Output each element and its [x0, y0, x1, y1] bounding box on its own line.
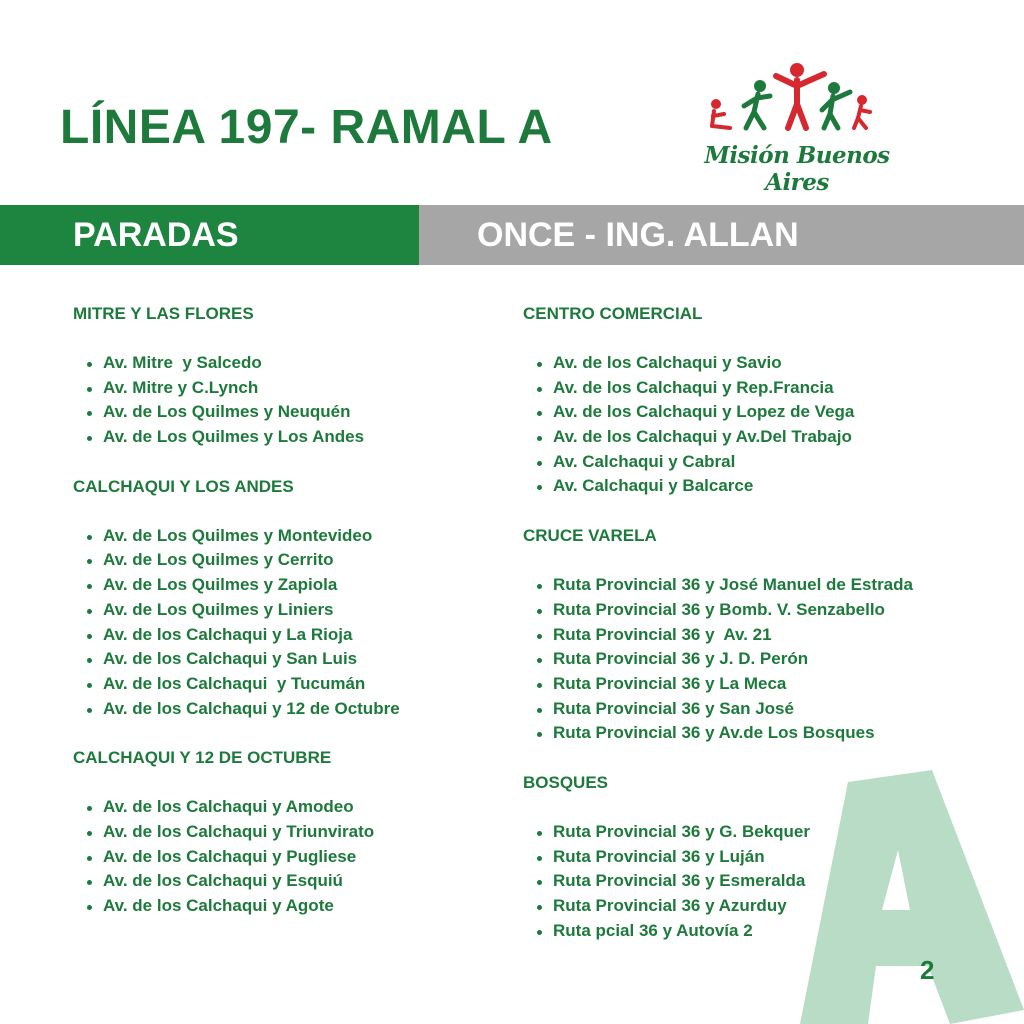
bullet-icon — [537, 584, 542, 589]
stop-label: Av. de Los Quilmes y Zapiola — [103, 575, 338, 595]
stop-item — [523, 623, 983, 648]
logo-text: Misión Buenos Aires — [704, 142, 890, 196]
stop-item — [73, 351, 493, 376]
bullet-icon — [537, 856, 542, 861]
stop-item — [523, 450, 983, 475]
stop-item — [523, 697, 983, 722]
stop-item — [73, 820, 493, 845]
stop-item — [73, 598, 493, 623]
stop-label: Av. de Los Quilmes y Cerrito — [103, 550, 334, 570]
bullet-icon — [87, 634, 92, 639]
stop-item — [73, 845, 493, 870]
stop-item — [73, 795, 493, 820]
stop-label: Av. de Los Quilmes y Neuquén — [103, 402, 351, 422]
stop-label: Av. de los Calchaqui y La Rioja — [103, 624, 353, 644]
bullet-icon — [537, 485, 542, 490]
section-heading: CENTRO COMERCIAL — [523, 304, 703, 323]
stop-label: Ruta Provincial 36 y José Manuel de Estrada — [553, 575, 913, 595]
stop-item — [73, 623, 493, 648]
stop-item — [73, 697, 493, 722]
stop-label: Av. de los Calchaqui y Savio — [553, 353, 782, 372]
stop-label: Av. de los Calchaqui y Rep.Francia — [553, 377, 834, 397]
stop-item — [73, 869, 493, 894]
route-banner-label: ONCE - ING. ALLAN — [419, 205, 1024, 265]
stop-label: Av. de los Calchaqui y San Luis — [103, 649, 358, 669]
stop-item — [73, 573, 493, 598]
stop-label: Av. de Los Quilmes y Los Andes — [103, 427, 365, 447]
bullet-icon — [87, 905, 92, 910]
stop-item — [523, 573, 983, 598]
left-stops-column — [73, 302, 493, 944]
stop-label: Av. de los Calchaqui y Lopez de Vega — [553, 402, 855, 422]
bullet-icon — [537, 880, 542, 885]
stop-item — [523, 400, 983, 425]
stop-item — [523, 894, 983, 919]
bullet-icon — [87, 362, 92, 367]
stop-label: Av. de Los Quilmes y Montevideo — [103, 525, 373, 545]
stops-list — [523, 351, 983, 499]
bullet-icon — [537, 905, 542, 910]
stop-item — [73, 672, 493, 697]
stop-label: Av. Calchaqui y Balcarce — [553, 476, 754, 496]
stop-label: Ruta Provincial 36 y Luján — [553, 846, 765, 866]
stop-label: Av. de los Calchaqui y Esquiú — [103, 871, 343, 891]
bullet-icon — [537, 436, 542, 441]
stop-label: Ruta Provincial 36 y Azurduy — [553, 896, 787, 915]
bullet-icon — [537, 831, 542, 836]
section-heading: CALCHAQUI Y 12 DE OCTUBRE — [73, 748, 332, 768]
stops-banner-label: PARADAS — [0, 205, 419, 265]
stop-label: Ruta Provincial 36 y Av.de Los Bosques — [553, 723, 875, 743]
stop-label: Ruta Provincial 36 y Esmeralda — [553, 871, 806, 891]
stop-label: Av. de los Calchaqui y Pugliese — [103, 846, 357, 866]
stop-label: Ruta Provincial 36 y Av. 21 — [553, 624, 772, 644]
stop-item — [523, 647, 983, 672]
stop-item — [73, 425, 493, 450]
stop-item — [73, 376, 493, 401]
banner — [0, 205, 1024, 265]
stop-item — [523, 721, 983, 746]
stop-item — [523, 376, 983, 401]
stop-label: Av. de los Calchaqui y Av.Del Trabajo — [553, 427, 852, 447]
stop-item — [523, 672, 983, 697]
stop-item — [523, 919, 983, 944]
stop-item — [73, 400, 493, 425]
stop-item — [523, 869, 983, 894]
stop-label: Av. Mitre y Salcedo — [103, 353, 262, 372]
stop-label: Ruta Provincial 36 y G. Bekquer — [553, 821, 810, 841]
bullet-icon — [87, 436, 92, 441]
stop-item — [523, 351, 983, 376]
stop-label: Av. de Los Quilmes y Liniers — [103, 599, 334, 619]
stops-list — [73, 795, 493, 918]
right-stops-column — [523, 302, 983, 968]
stop-item — [73, 548, 493, 573]
bullet-icon — [537, 658, 542, 663]
bullet-icon — [87, 856, 92, 861]
bullet-icon — [87, 708, 92, 713]
stop-item — [73, 894, 493, 919]
bullet-icon — [537, 930, 542, 935]
stop-label: Ruta Provincial 36 y La Meca — [553, 673, 787, 693]
section-heading: CALCHAQUI Y LOS ANDES — [73, 476, 294, 496]
section-heading: MITRE Y LAS FLORES — [73, 304, 254, 323]
stop-label: Av. de los Calchaqui y Tucumán — [103, 673, 366, 693]
stop-item — [73, 647, 493, 672]
bullet-icon — [87, 535, 92, 540]
stop-item — [523, 474, 983, 499]
section-heading: BOSQUES — [523, 772, 609, 792]
stops-list — [73, 524, 493, 722]
stops-list — [73, 351, 493, 450]
page-number: 2 — [920, 955, 935, 985]
section-heading: CRUCE VARELA — [523, 526, 657, 546]
bullet-icon — [537, 708, 542, 713]
stop-label: Av. Calchaqui y Cabral — [553, 451, 736, 471]
bullet-icon — [87, 609, 92, 614]
mision-buenos-aires-logo — [672, 56, 922, 196]
stop-item — [523, 425, 983, 450]
stop-item — [523, 598, 983, 623]
bullet-icon — [537, 461, 542, 466]
bullet-icon — [87, 387, 92, 392]
stop-item — [523, 820, 983, 845]
bullet-icon — [537, 411, 542, 416]
people-figures-icon — [672, 56, 922, 142]
stop-label: Av. Mitre y C.Lynch — [103, 377, 259, 397]
stops-list — [523, 573, 983, 746]
bullet-icon — [537, 683, 542, 688]
stop-label: Av. de los Calchaqui y Amodeo — [103, 797, 354, 817]
bullet-icon — [537, 609, 542, 614]
stop-item — [523, 845, 983, 870]
stop-label: Ruta Provincial 36 y Bomb. V. Senzabello — [553, 599, 885, 619]
bullet-icon — [537, 634, 542, 639]
bullet-icon — [87, 658, 92, 663]
bullet-icon — [87, 559, 92, 564]
bullet-icon — [87, 831, 92, 836]
stop-label: Av. de los Calchaqui y Agote — [103, 896, 334, 915]
bullet-icon — [87, 411, 92, 416]
stop-label: Av. de los Calchaqui y Triunvirato — [103, 821, 375, 841]
bullet-icon — [87, 584, 92, 589]
stop-label: Av. de los Calchaqui y 12 de Octubre — [103, 698, 400, 718]
stop-label: Ruta pcial 36 y Autovía 2 — [553, 920, 753, 940]
bullet-icon — [537, 732, 542, 737]
stop-item — [73, 524, 493, 549]
page-title: LÍNEA 197- RAMAL A — [60, 101, 553, 154]
stop-label: Ruta Provincial 36 y J. D. Perón — [553, 649, 809, 669]
bullet-icon — [87, 806, 92, 811]
bullet-icon — [87, 880, 92, 885]
bullet-icon — [87, 683, 92, 688]
stop-label: Ruta Provincial 36 y San José — [553, 698, 794, 718]
stops-list — [523, 820, 983, 943]
bullet-icon — [537, 362, 542, 367]
bullet-icon — [537, 387, 542, 392]
